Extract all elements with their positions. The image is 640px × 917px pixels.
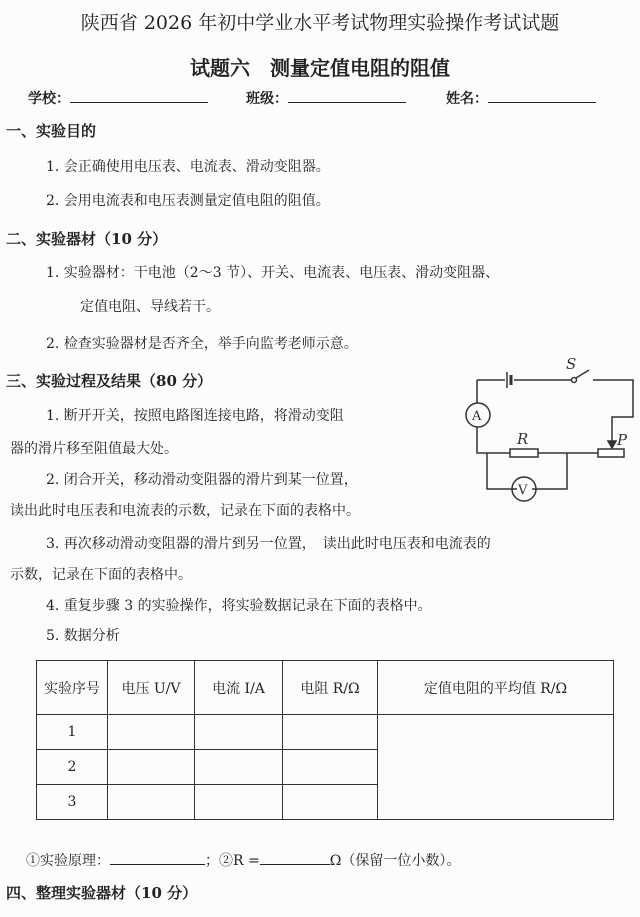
header-cell: 定值电阻的平均值 R/Ω: [378, 661, 614, 715]
list-item: 2. 检查实验器材是否齐全，举手向监考老师示意。: [46, 336, 358, 352]
list-item: 示数，记录在下面的表格中。: [10, 567, 192, 583]
page-title: 陕西省 2026 年初中学业水平考试物理实验操作考试试题: [80, 12, 560, 34]
class-field[interactable]: [246, 88, 406, 108]
resistance-label: ；②R =: [205, 853, 260, 869]
voltage-cell[interactable]: [108, 715, 195, 750]
section-heading: 二、实验器材（10 分）: [6, 230, 168, 248]
table-row: [37, 715, 614, 750]
switch-icon: [576, 370, 589, 378]
name-field[interactable]: [446, 88, 596, 108]
answer-line: [26, 850, 460, 870]
list-item: 定值电阻、导线若干。: [80, 299, 220, 315]
header-cell: 电压 U/V: [108, 661, 195, 715]
principle-label: ①实验原理：: [26, 853, 110, 869]
section-heading: 一、实验目的: [6, 122, 97, 140]
list-item: 读出此时电压表和电流表的示数，记录在下面的表格中。: [10, 503, 360, 519]
list-item: 1. 实验器材：干电池（2～3 节）、开关、电流表、电压表、滑动变阻器、: [46, 265, 500, 281]
section-heading: 三、实验过程及结果（80 分）: [6, 372, 213, 390]
header-cell: 实验序号: [37, 661, 108, 715]
list-item: 2. 会用电流表和电压表测量定值电阻的阻值。: [46, 193, 330, 209]
switch-label: S: [566, 355, 577, 373]
switch-icon: [572, 378, 577, 383]
voltage-cell[interactable]: [108, 750, 195, 785]
table-header-row: [37, 661, 614, 715]
wire: [477, 380, 633, 443]
slider-arrow-icon: [608, 441, 616, 448]
current-cell[interactable]: [195, 715, 283, 750]
resistance-cell[interactable]: [283, 750, 378, 785]
circuit-diagram: [450, 355, 640, 505]
slider-label: P: [617, 431, 628, 449]
row-index: 2: [37, 750, 108, 785]
voltage-cell[interactable]: [108, 785, 195, 820]
ammeter-label: A: [472, 409, 482, 424]
resistor-label: R: [517, 430, 529, 448]
list-item: 1. 断开开关，按照电路图连接电路，将滑动变阻: [46, 408, 344, 424]
list-item: 2. 闭合开关，移动滑动变阻器的滑片到某一位置，: [46, 472, 358, 488]
current-cell[interactable]: [195, 750, 283, 785]
resistor-icon: [510, 449, 538, 457]
header-cell: 电流 I/A: [195, 661, 283, 715]
current-cell[interactable]: [195, 785, 283, 820]
section-heading: 四、整理实验器材（10 分）: [6, 884, 198, 902]
row-index: 1: [37, 715, 108, 750]
school-label: 学校：: [28, 91, 70, 107]
principle-blank[interactable]: [110, 850, 205, 865]
class-label: 班级：: [246, 91, 288, 107]
rheostat-icon: [598, 449, 624, 457]
list-item: 器的滑片移至阻值最大处。: [10, 441, 178, 457]
average-cell[interactable]: [378, 715, 614, 820]
header-cell: 电阻 R/Ω: [283, 661, 378, 715]
unit-note: Ω（保留一位小数）。: [329, 853, 461, 869]
list-item: 1. 会正确使用电压表、电流表、滑动变阻器。: [46, 159, 330, 175]
voltmeter-label: V: [518, 483, 528, 498]
list-item: 4. 重复步骤 3 的实验操作，将实验数据记录在下面的表格中。: [46, 598, 432, 614]
resistance-blank[interactable]: [260, 850, 330, 865]
row-index: 3: [37, 785, 108, 820]
data-table: [36, 660, 614, 820]
resistance-cell[interactable]: [283, 785, 378, 820]
page-subtitle: 试题六 测量定值电阻的阻值: [190, 56, 450, 80]
wire: [477, 380, 623, 489]
list-item: 5. 数据分析: [46, 628, 120, 644]
name-label: 姓名：: [446, 91, 488, 107]
school-field[interactable]: [28, 88, 208, 108]
list-item: 3. 再次移动滑动变阻器的滑片到另一位置， 读出此时电压表和电流表的: [46, 536, 491, 552]
resistance-cell[interactable]: [283, 715, 378, 750]
